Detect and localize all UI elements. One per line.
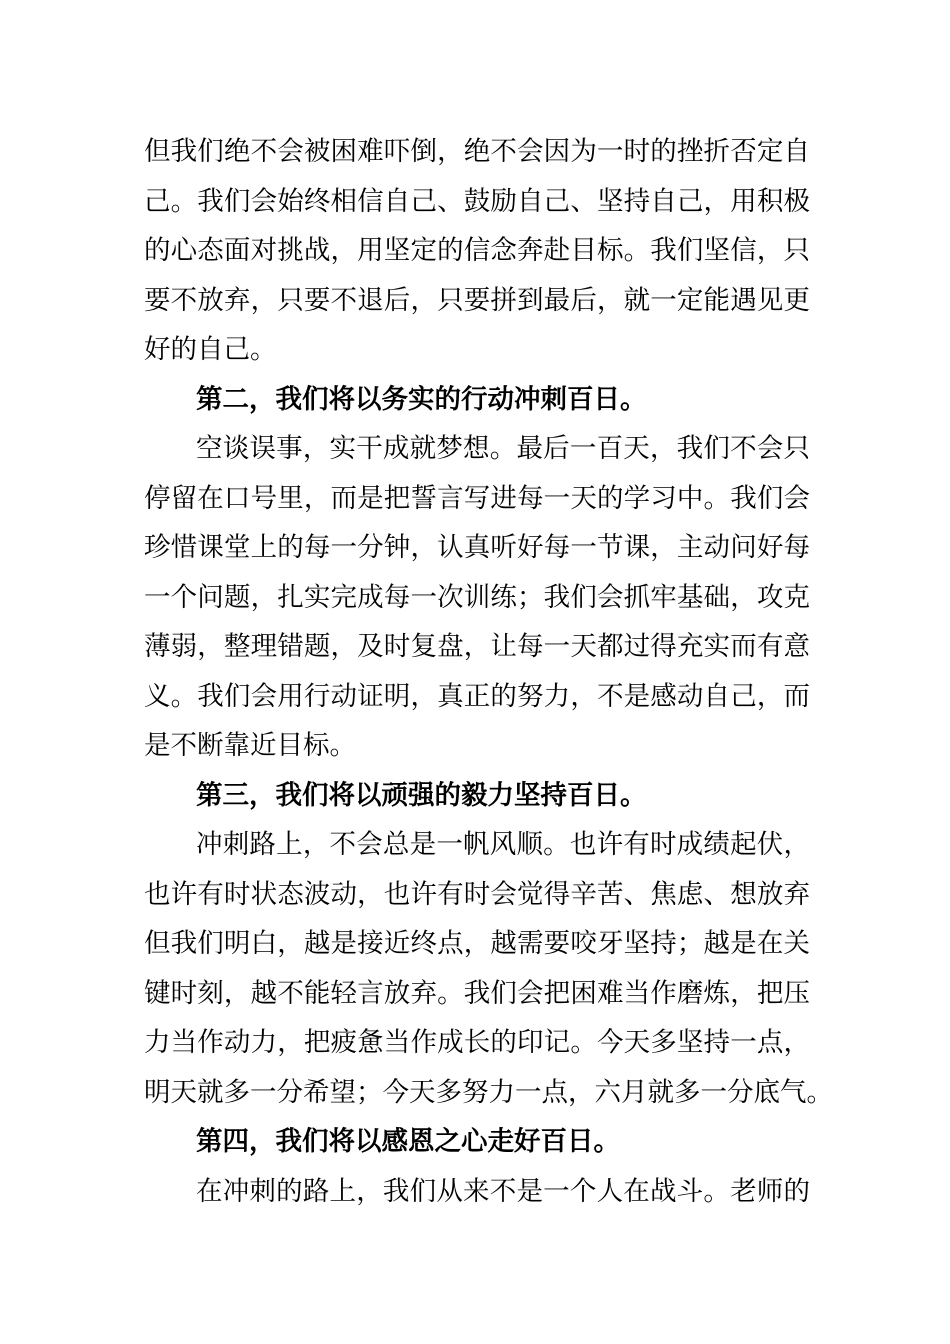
text-line: 空谈误事，实干成就梦想。最后一百天，我们不会只 xyxy=(196,433,810,464)
section-heading: 第三，我们将以顽强的毅力坚持百日。 xyxy=(196,779,647,811)
text-line: 也许有时状态波动，也许有时会觉得辛苦、焦虑、想放弃 xyxy=(144,878,810,910)
text-line: 一个问题，扎实完成每一次训练；我们会抓牢基础，攻克 xyxy=(144,581,810,613)
text-line: 停留在口号里，而是把誓言写进每一天的学习中。我们会 xyxy=(144,482,810,514)
text-line: 在冲刺的路上，我们从来不是一个人在战斗。老师的 xyxy=(196,1175,810,1207)
text-line: 义。我们会用行动证明，真正的努力，不是感动自己，而 xyxy=(144,680,810,712)
text-line: 珍惜课堂上的每一分钟，认真听好每一节课，主动问好每 xyxy=(144,532,810,563)
text-line: 的心态面对挑战，用坚定的信念奔赴目标。我们坚信，只 xyxy=(144,235,810,266)
text-line: 好的自己。 xyxy=(144,334,277,365)
section-heading: 第二，我们将以务实的行动冲刺百日。 xyxy=(196,383,647,415)
text-line: 冲刺路上，不会总是一帆风顺。也许有时成绩起伏， xyxy=(196,829,810,860)
document-body xyxy=(144,127,833,1216)
text-line: 薄弱，整理错题，及时复盘，让每一天都过得充实而有意 xyxy=(144,631,810,662)
text-line: 力当作动力，把疲惫当作成长的印记。今天多坚持一点， xyxy=(144,1027,810,1058)
text-line: 己。我们会始终相信自己、鼓励自己、坚持自己，用积极 xyxy=(144,185,810,217)
text-line: 但我们绝不会被困难吓倒，绝不会因为一时的挫折否定自 xyxy=(144,136,810,167)
text-line: 键时刻，越不能轻言放弃。我们会把困难当作磨炼，把压 xyxy=(144,977,810,1009)
section-heading: 第四，我们将以感恩之心走好百日。 xyxy=(196,1126,620,1157)
text-line: 但我们明白，越是接近终点，越需要咬牙坚持；越是在关 xyxy=(144,928,810,959)
text-line: 要不放弃，只要不退后，只要拼到最后，就一定能遇见更 xyxy=(144,284,810,316)
text-line: 是不断靠近目标。 xyxy=(144,730,356,761)
text-line: 明天就多一分希望；今天多努力一点，六月就多一分底气。 xyxy=(144,1076,833,1108)
